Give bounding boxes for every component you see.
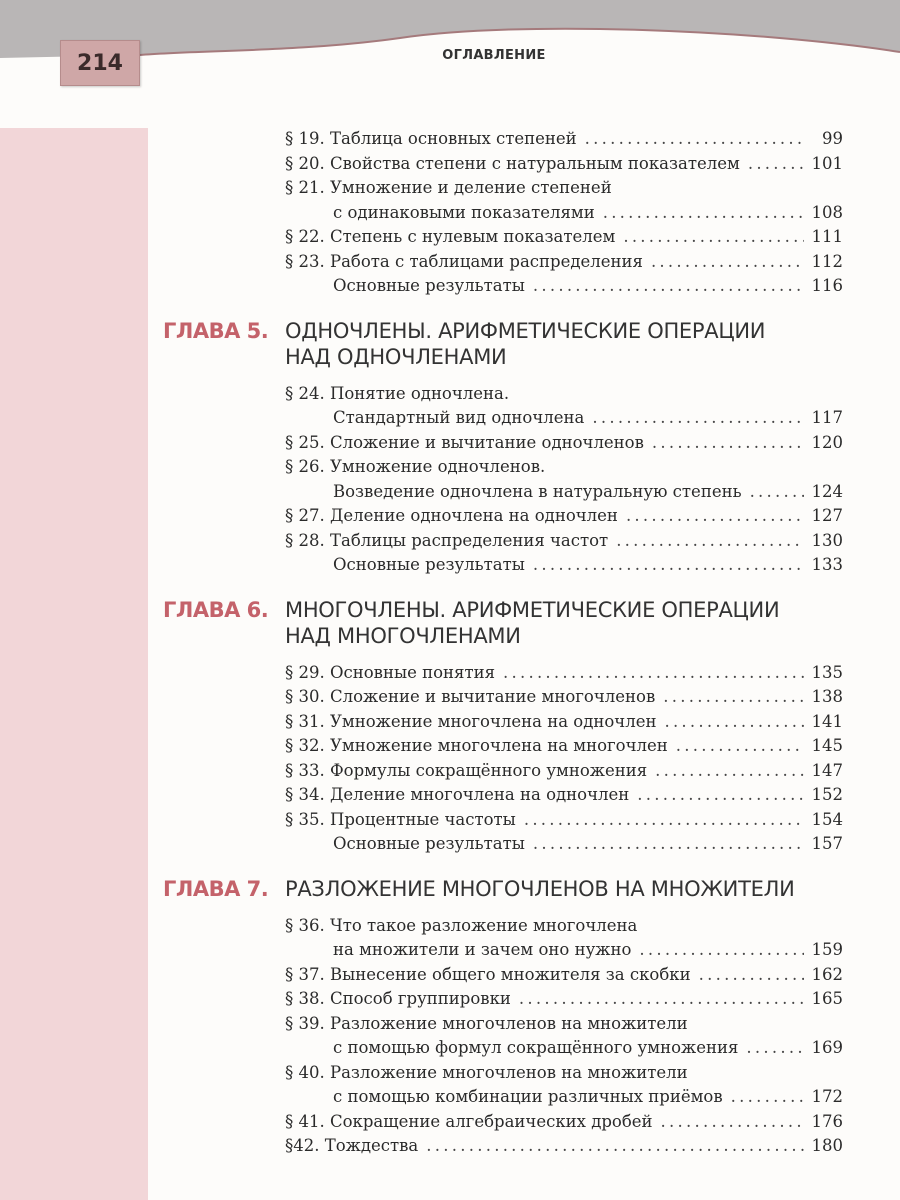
toc-page-number: 165	[811, 989, 843, 1008]
toc-entry-text: § 35. Процентные частоты	[285, 809, 516, 829]
toc-entry-line	[163, 480, 843, 505]
toc-entry-text: § 19. Таблица основных степеней	[285, 129, 577, 148]
toc-entry-text: § 36. Что такое разложение многочлена	[285, 915, 638, 935]
chapter-label: ГЛАВА 5.	[163, 318, 269, 343]
toc-entry-line	[163, 250, 843, 275]
toc-entry-line	[163, 759, 843, 784]
dot-leader	[524, 808, 804, 833]
toc-entry-line	[163, 1134, 843, 1159]
toc-entry-text: с одинаковыми показателями	[333, 202, 595, 222]
chapter-title-line: НАД МНОГОЧЛЕНАМИ	[285, 623, 521, 648]
toc-page-number: 141	[811, 711, 843, 731]
toc-entry-text: § 38. Способ группировки	[285, 989, 511, 1008]
toc-page-number: 159	[811, 940, 843, 959]
toc-page-number: 101	[811, 153, 843, 173]
dot-leader	[616, 529, 803, 554]
dot-leader	[585, 127, 805, 152]
dot-leader	[637, 783, 803, 808]
toc-page-number: 99	[822, 129, 843, 148]
toc-page-number: 130	[811, 530, 843, 550]
toc-entry-line	[163, 1036, 843, 1061]
toc-entry-text: § 26. Умножение одночленов.	[285, 457, 546, 476]
toc-page-number: 111	[811, 227, 843, 246]
toc-entry-line	[163, 176, 843, 201]
toc-page-number: 133	[811, 555, 843, 574]
toc-entry-line	[163, 661, 843, 686]
dot-leader	[626, 504, 804, 529]
toc-entry-text: § 30. Сложение и вычитание многочленов	[285, 687, 656, 706]
toc-entry-text: Основные результаты	[333, 834, 525, 853]
chapter-label: ГЛАВА 6.	[163, 597, 269, 622]
toc-page-number: 135	[811, 662, 843, 682]
toc-page-number: 162	[811, 964, 843, 984]
toc-page-number: 117	[811, 408, 843, 427]
toc-entry-text: § 31. Умножение многочлена на одночлен	[285, 711, 657, 731]
toc-entry-text: Стандартный вид одночлена	[333, 408, 585, 427]
toc-page-number: 145	[811, 736, 843, 755]
toc-entry-line	[163, 832, 843, 857]
toc-entry-line	[163, 963, 843, 988]
toc-page-number: 120	[811, 432, 843, 452]
toc-entry-line	[163, 529, 843, 554]
dot-leader	[664, 710, 803, 735]
toc-entry-line	[163, 1085, 843, 1110]
dot-leader	[426, 1134, 803, 1159]
chapter-label: ГЛАВА 7.	[163, 876, 269, 901]
dot-leader	[748, 152, 804, 177]
dot-leader	[651, 250, 804, 275]
toc-entry-line	[163, 431, 843, 456]
toc-entry-text: § 33. Формулы сокращённого умножения	[285, 760, 648, 780]
toc-page-number: 127	[811, 506, 843, 525]
dot-leader	[623, 225, 803, 250]
chapter-title	[285, 597, 779, 649]
toc-entry-line	[163, 783, 843, 808]
toc-entry-line	[163, 127, 843, 152]
dot-leader	[731, 1085, 804, 1110]
toc-entry-text: § 40. Разложение многочленов на множители	[285, 1062, 688, 1082]
dot-leader	[503, 661, 804, 686]
toc-entry-text: Возведение одночлена в натуральную степень	[333, 481, 742, 501]
margin-strip	[0, 128, 148, 1200]
chapter-title-line: РАЗЛОЖЕНИЕ МНОГОЧЛЕНОВ НА МНОЖИТЕЛИ	[285, 876, 795, 901]
toc-entry-text: Основные результаты	[333, 276, 525, 295]
chapter-title	[285, 876, 794, 902]
toc-entry-line	[163, 1012, 843, 1037]
dot-leader	[746, 1036, 803, 1061]
toc-entry-line	[163, 152, 843, 177]
toc-entry-line	[163, 987, 843, 1012]
toc-entry-text: § 41. Сокращение алгебраических дробей	[285, 1111, 653, 1131]
toc-entry-line	[163, 710, 843, 735]
toc-page-number: 116	[811, 276, 843, 295]
toc-entry-line	[163, 938, 843, 963]
toc-page-number: 147	[811, 760, 843, 780]
toc-entry-text: с помощью комбинации различных приёмов	[333, 1087, 723, 1106]
toc-entry-line	[163, 1110, 843, 1135]
toc-page-number: 172	[811, 1087, 843, 1106]
dot-leader	[676, 734, 804, 759]
chapter-title-line: НАД ОДНОЧЛЕНАМИ	[285, 344, 507, 369]
dot-leader	[519, 987, 804, 1012]
toc-entry-line	[163, 225, 843, 250]
toc-entry-line	[163, 382, 843, 407]
toc-entry-text: § 32. Умножение многочлена на многочлен	[285, 736, 668, 755]
chapter-title	[285, 318, 765, 370]
toc-entry-line	[163, 406, 843, 431]
toc-entry-text: § 23. Работа с таблицами распределения	[285, 251, 643, 271]
dot-leader	[639, 938, 803, 963]
toc-entry-text: § 39. Разложение многочленов на множители	[285, 1013, 688, 1033]
table-of-contents	[163, 127, 843, 1159]
dot-leader	[652, 431, 804, 456]
page-number: 214	[60, 40, 140, 86]
toc-entry-text: § 20. Свойства степени с натуральным показателем	[285, 153, 740, 173]
toc-entry-line	[163, 685, 843, 710]
toc-entry-line	[163, 914, 843, 939]
dot-leader	[699, 963, 804, 988]
chapter-heading	[163, 597, 843, 649]
running-header-title: ОГЛАВЛЕНИЕ	[442, 48, 546, 63]
toc-entry-line	[163, 274, 843, 299]
toc-page-number: 108	[811, 202, 843, 222]
dot-leader	[750, 480, 804, 505]
toc-page-number: 124	[811, 481, 843, 501]
toc-entry-text: § 27. Деление одночлена на одночлен	[285, 506, 618, 525]
toc-entry-text: § 22. Степень с нулевым показателем	[285, 227, 616, 246]
toc-entry-text: § 34. Деление многочлена на одночлен	[285, 785, 630, 804]
toc-entry-text: § 29. Основные понятия	[285, 662, 495, 682]
chapter-title-line: ОДНОЧЛЕНЫ. АРИФМЕТИЧЕСКИЕ ОПЕРАЦИИ	[285, 318, 766, 343]
chapter-title-line: МНОГОЧЛЕНЫ. АРИФМЕТИЧЕСКИЕ ОПЕРАЦИИ	[285, 597, 780, 622]
dot-leader	[533, 832, 804, 857]
toc-page-number: 169	[811, 1038, 843, 1057]
toc-entry-text: § 21. Умножение и деление степеней	[285, 178, 612, 197]
toc-entry-line	[163, 808, 843, 833]
toc-entry-text: § 24. Понятие одночлена.	[285, 383, 510, 403]
toc-entry-line	[163, 1061, 843, 1086]
toc-entry-line	[163, 201, 843, 226]
toc-page-number: 112	[811, 251, 843, 271]
toc-entry-text: § 37. Вынесение общего множителя за скобки	[285, 964, 691, 984]
dot-leader	[661, 1110, 804, 1135]
toc-entry-line	[163, 504, 843, 529]
toc-page-number: 176	[811, 1111, 843, 1131]
toc-page-number: 157	[811, 834, 843, 853]
dot-leader	[663, 685, 803, 710]
toc-page-number: 180	[811, 1136, 843, 1155]
chapter-heading	[163, 876, 843, 902]
toc-entry-line	[163, 455, 843, 480]
dot-leader	[533, 274, 804, 299]
toc-entry-text: § 28. Таблицы распределения частот	[285, 530, 609, 550]
toc-entry-text: § 25. Сложение и вычитание одночленов	[285, 432, 644, 452]
toc-page-number: 138	[811, 687, 843, 706]
dot-leader	[533, 553, 804, 578]
toc-entry-text: с помощью формул сокращённого умножения	[333, 1038, 739, 1057]
toc-entry-text: Основные результаты	[333, 555, 525, 574]
toc-entry-line	[163, 734, 843, 759]
dot-leader	[603, 201, 804, 226]
toc-entry-text: §42. Тождества	[285, 1136, 419, 1155]
chapter-heading	[163, 318, 843, 370]
dot-leader	[592, 406, 803, 431]
toc-page-number: 154	[811, 809, 843, 829]
toc-page-number: 152	[811, 785, 843, 804]
toc-entry-line	[163, 553, 843, 578]
dot-leader	[655, 759, 803, 784]
toc-entry-text: на множители и зачем оно нужно	[333, 940, 632, 959]
